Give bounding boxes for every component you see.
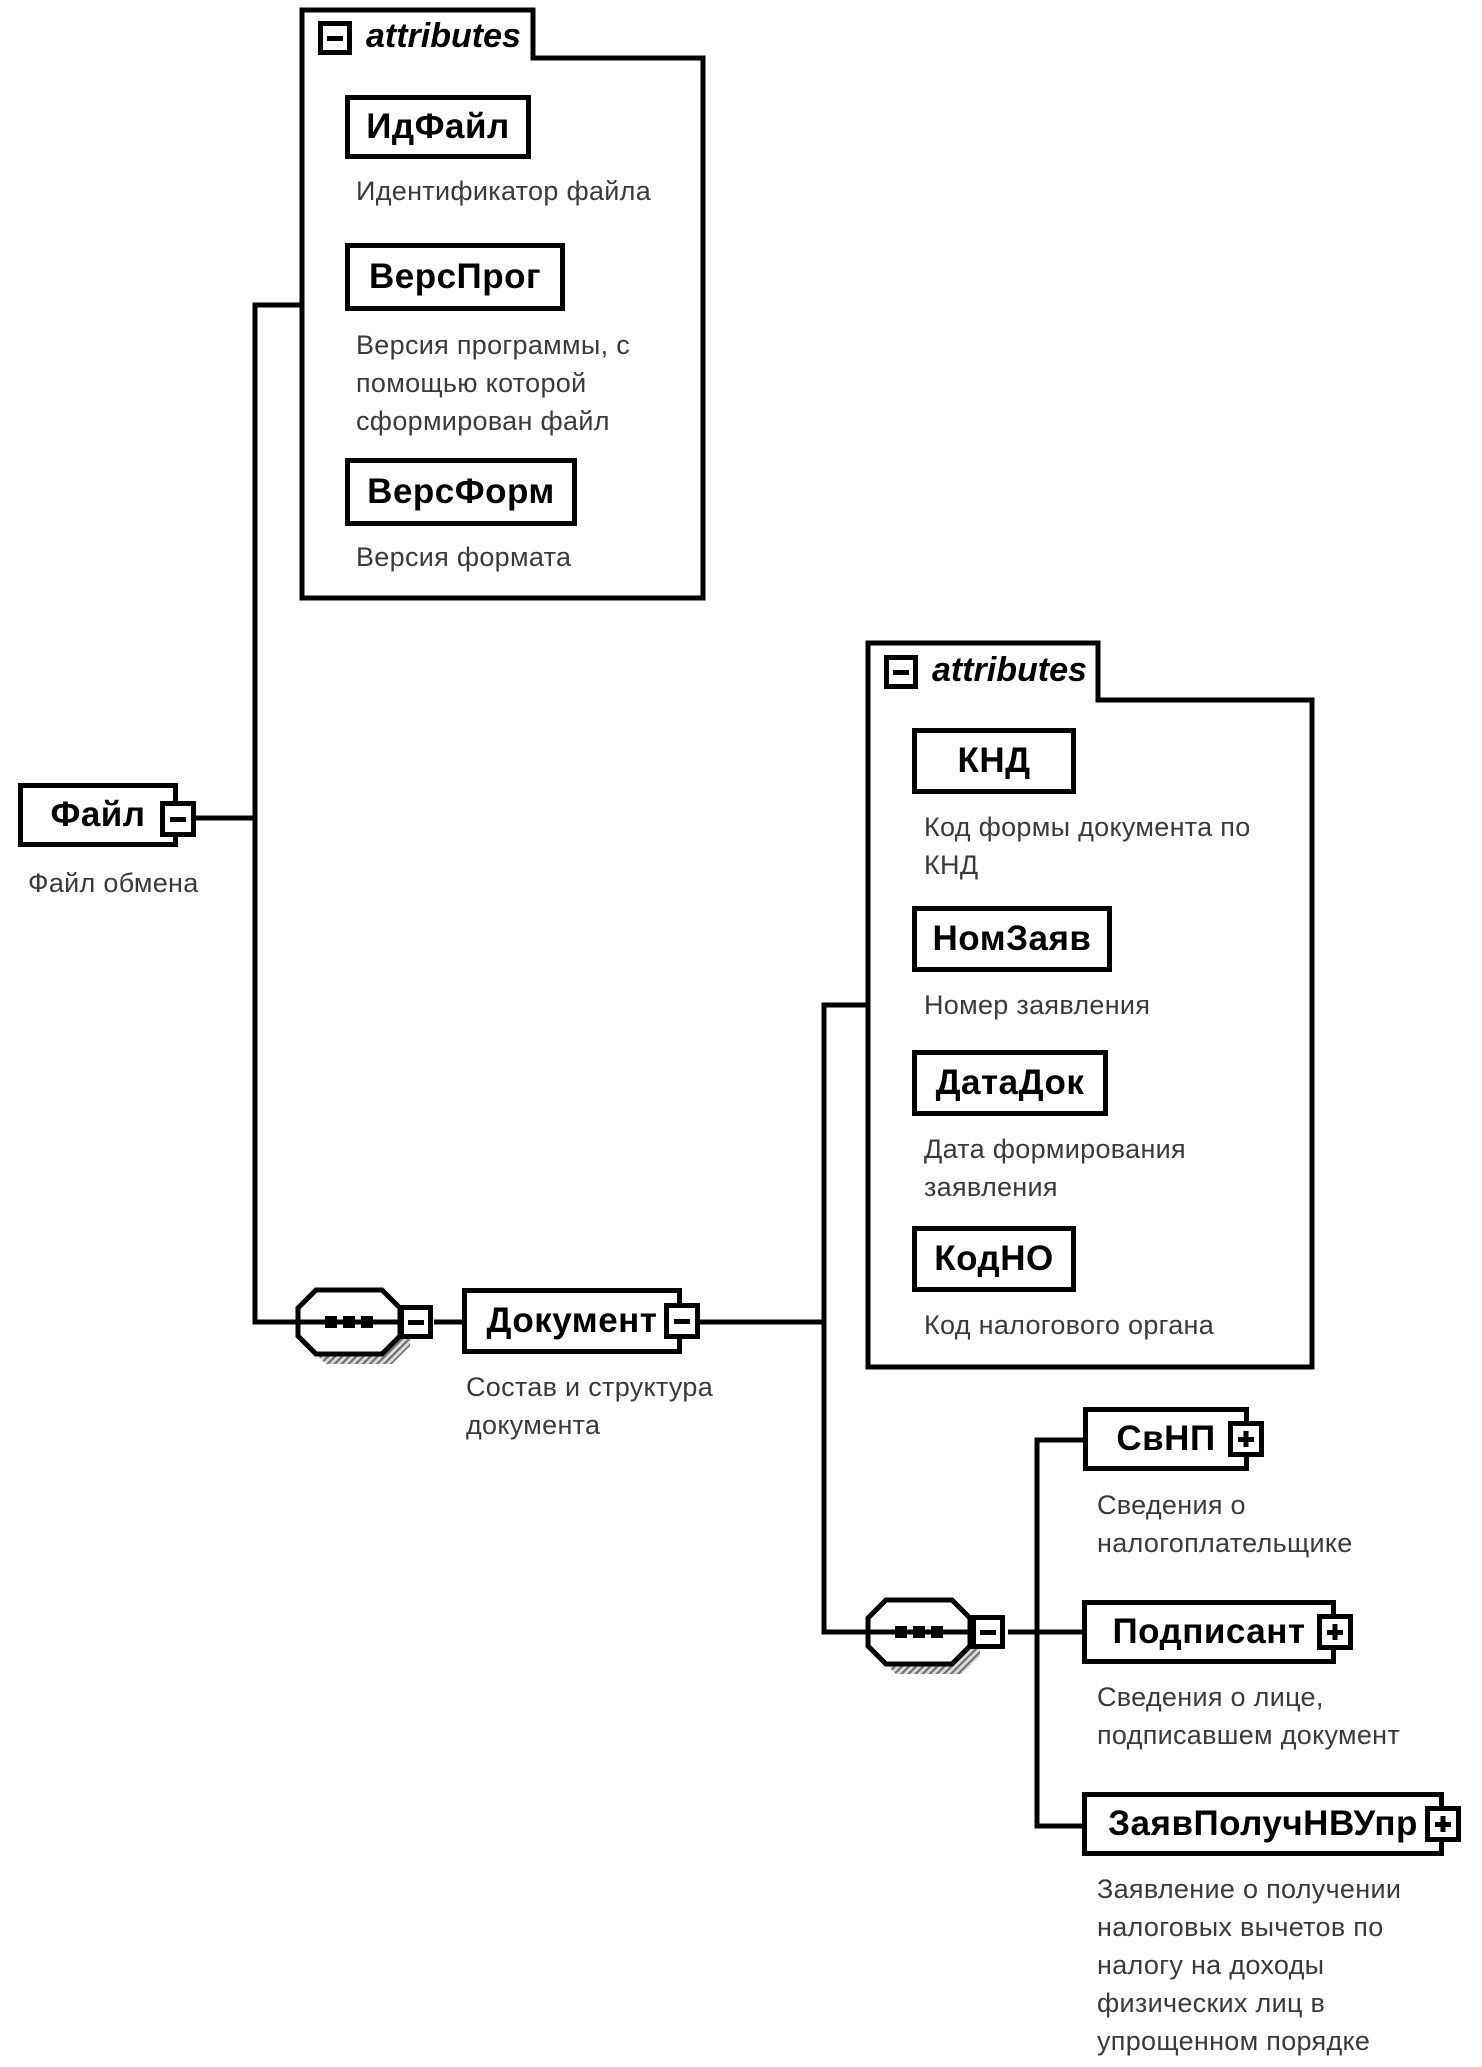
collapse-icon[interactable]: [318, 21, 352, 55]
collapse-icon[interactable]: [399, 1305, 433, 1339]
element-document[interactable]: Документ: [462, 1288, 682, 1354]
attribute-kodno-caption: Код налогового органа: [924, 1310, 1215, 1340]
attribute-knd[interactable]: КНД: [912, 728, 1076, 794]
element-svnp-caption: Сведения о налогоплательщике: [1097, 1490, 1353, 1558]
attributes-label: attributes: [932, 651, 1087, 689]
element-podpisant[interactable]: Подписант: [1082, 1600, 1336, 1664]
sequence-icon: [868, 1600, 980, 1674]
wire-document-trunk: [824, 1005, 868, 1632]
expand-icon[interactable]: [1228, 1421, 1264, 1457]
element-file[interactable]: Файл: [18, 783, 178, 847]
element-svnp[interactable]: СвНП: [1083, 1407, 1249, 1471]
attribute-datadok-caption: Дата формирования заявления: [924, 1134, 1186, 1202]
element-zayavpoluchnvupr-caption: Заявление о получении налоговых вычетов по налогу на доходы физических лиц в упрощенном порядке: [1097, 1874, 1402, 2056]
element-file-caption: Файл обмена: [28, 868, 199, 898]
element-zayavpoluchnvupr[interactable]: ЗаявПолучНВУпр: [1082, 1792, 1444, 1856]
expand-icon[interactable]: [1317, 1614, 1353, 1650]
attribute-idfile-caption: Идентификатор файла: [356, 176, 652, 206]
attribute-versform-caption: Версия формата: [356, 542, 572, 572]
attribute-nomzayav[interactable]: НомЗаяв: [912, 906, 1112, 972]
attribute-versprog[interactable]: ВерсПрог: [345, 243, 565, 311]
sequence-icon: [298, 1290, 410, 1364]
attribute-versform[interactable]: ВерсФорм: [345, 458, 577, 526]
collapse-icon[interactable]: [664, 1303, 700, 1339]
attributes-label: attributes: [366, 17, 521, 55]
expand-icon[interactable]: [1425, 1806, 1461, 1842]
collapse-icon[interactable]: [884, 655, 918, 689]
attribute-idfile[interactable]: ИдФайл: [345, 95, 531, 159]
attribute-nomzayav-caption: Номер заявления: [924, 990, 1151, 1020]
element-document-caption: Состав и структура документа: [466, 1372, 714, 1440]
attribute-versprog-caption: Версия программы, с помощью которой сформирован файл: [356, 330, 631, 436]
collapse-icon[interactable]: [971, 1615, 1005, 1649]
attribute-datadok[interactable]: ДатаДок: [912, 1050, 1108, 1116]
collapse-icon[interactable]: [160, 801, 196, 837]
wire-file-trunk: [255, 305, 302, 1322]
attribute-knd-caption: Код формы документа по КНД: [924, 812, 1251, 880]
attribute-kodno[interactable]: КодНО: [912, 1226, 1076, 1292]
element-podpisant-caption: Сведения о лице, подписавшем документ: [1097, 1682, 1401, 1750]
